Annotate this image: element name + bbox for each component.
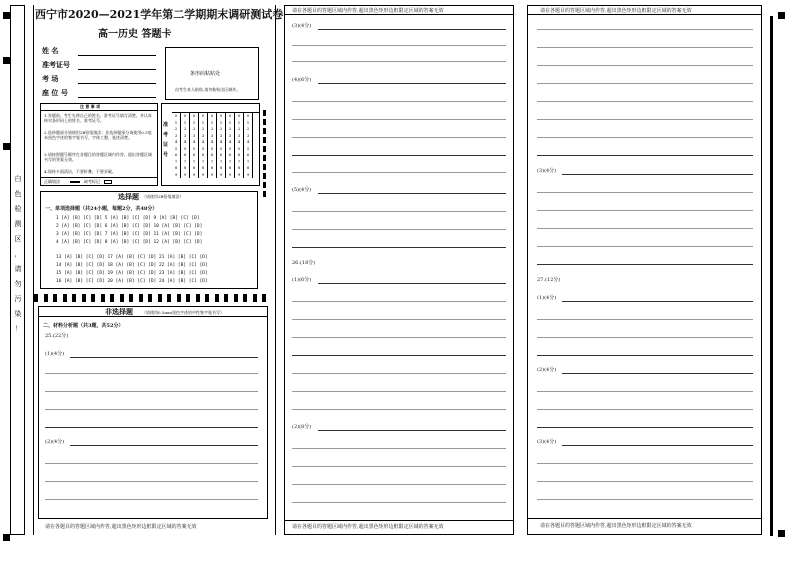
side-text: 白 色 检 测 区 ， 请 勿 污 染 ！ <box>14 175 22 333</box>
registration-mark <box>778 12 785 19</box>
digit-cell[interactable]: 5 <box>208 146 217 153</box>
answer-line[interactable] <box>537 355 753 356</box>
mcq-row[interactable]: 15 [A] [B] [C] [D] 19 [A] [B] [C] [D] 23 [A] [B] [C] [D] <box>56 271 208 276</box>
answer-line[interactable] <box>537 264 753 265</box>
answer-line[interactable] <box>537 65 753 66</box>
digit-cell[interactable]: 5 <box>199 146 208 153</box>
digit-cell[interactable]: 3 <box>181 133 190 140</box>
q26-part1-label: (1)(6分) <box>292 277 312 283</box>
registration-mark <box>778 530 785 537</box>
answer-line[interactable] <box>292 247 506 248</box>
answer-column-2 <box>284 5 514 535</box>
digit-cell[interactable]: 4 <box>181 139 190 146</box>
digit-cell[interactable]: 0 <box>190 113 199 120</box>
digit-cell[interactable]: 2 <box>181 126 190 133</box>
digit-cell[interactable]: 4 <box>217 139 226 146</box>
digit-cell[interactable]: 0 <box>244 113 253 120</box>
answer-line[interactable] <box>45 481 258 482</box>
digit-cell[interactable]: 9 <box>190 172 199 179</box>
q26-part3-label: (3)(4分) <box>537 168 557 174</box>
answer-line[interactable] <box>537 427 753 428</box>
digit-cell[interactable]: 3 <box>235 133 244 140</box>
digit-cell[interactable]: 8 <box>217 165 226 172</box>
barcode-title: 条形码粘贴处 <box>190 71 221 77</box>
notice-item: 1.答题前，考生先将自己的姓名、准考证号填写清楚，并认真核对条形码上的姓名、准考证号。 <box>44 113 152 123</box>
digit-cell[interactable]: 5 <box>172 146 181 153</box>
digit-cell[interactable]: 2 <box>190 126 199 133</box>
grid-marks <box>263 110 266 200</box>
q25-part3-label: (3)(4分) <box>292 23 312 29</box>
barcode-note: 由考生本人粘贴,请勿粘贴出区域外。 <box>175 87 241 92</box>
fill-missing-label: 缺考标记 <box>84 179 100 184</box>
answer-line[interactable] <box>45 463 258 464</box>
registration-mark <box>3 534 10 541</box>
exam-no-label: 准考证号 <box>42 60 70 69</box>
mcq-row[interactable]: 3 [A] [B] [C] [D] 7 [A] [B] [C] [D] 11 [A] [B] [C] [D] <box>56 232 203 237</box>
name-label: 姓 名 <box>42 46 59 55</box>
answer-line[interactable] <box>70 445 258 446</box>
answer-line[interactable] <box>537 337 753 338</box>
digit-cell[interactable]: 4 <box>199 139 208 146</box>
answer-line[interactable] <box>537 210 753 211</box>
digit-cell[interactable]: 2 <box>172 126 181 133</box>
digit-cell[interactable]: 3 <box>217 133 226 140</box>
digit-cell[interactable]: 3 <box>208 133 217 140</box>
digit-cell[interactable]: 9 <box>208 172 217 179</box>
q25-part5-label: (5)(4分) <box>292 187 312 193</box>
answer-line[interactable] <box>537 481 753 482</box>
card-subtitle: 高一历史 答题卡 <box>98 29 172 40</box>
digit-cell[interactable]: 7 <box>217 159 226 166</box>
digit-cell[interactable]: 7 <box>181 159 190 166</box>
answer-line[interactable] <box>562 174 753 175</box>
mcq-row[interactable]: 14 [A] [B] [C] [D] 18 [A] [B] [C] [D] 22 [A] [B] [C] [D] <box>56 263 208 268</box>
registration-mark <box>3 57 10 64</box>
digit-cell[interactable]: 5 <box>190 146 199 153</box>
digit-cell[interactable]: 2 <box>208 126 217 133</box>
answer-line[interactable] <box>537 155 753 156</box>
digit-cell[interactable]: 0 <box>181 113 190 120</box>
digit-cell[interactable]: 0 <box>217 113 226 120</box>
answer-line[interactable] <box>537 192 753 193</box>
answer-line[interactable] <box>292 119 506 120</box>
notice-item: 3.请按照题号顺序在各题目的答题区域内作答，超出答题区域书写的答案无效。 <box>44 152 152 162</box>
answer-line[interactable] <box>537 246 753 247</box>
digit-cell[interactable]: 8 <box>226 165 235 172</box>
digit-cell[interactable]: 2 <box>226 126 235 133</box>
answer-line[interactable] <box>318 430 506 431</box>
digit-cell[interactable]: 1 <box>181 120 190 127</box>
digit-cell[interactable]: 2 <box>244 126 253 133</box>
digit-cell[interactable]: 0 <box>226 113 235 120</box>
answer-line[interactable] <box>318 29 506 30</box>
answer-line[interactable] <box>537 83 753 84</box>
answer-line[interactable] <box>537 29 753 30</box>
q27-part1-label: (1)(4分) <box>537 295 557 301</box>
answer-line[interactable] <box>292 137 506 138</box>
answer-line[interactable] <box>537 228 753 229</box>
digit-cell[interactable]: 7 <box>190 159 199 166</box>
digit-cell[interactable]: 4 <box>172 139 181 146</box>
q27-label: 27.(12分) <box>537 277 561 283</box>
answer-line[interactable] <box>318 193 506 194</box>
digit-cell[interactable]: 4 <box>226 139 235 146</box>
digit-cell[interactable]: 0 <box>172 113 181 120</box>
digit-cell[interactable]: 3 <box>226 133 235 140</box>
answer-line[interactable] <box>318 283 506 284</box>
digit-cell[interactable]: 7 <box>199 159 208 166</box>
digit-cell[interactable]: 6 <box>172 152 181 159</box>
digit-cell[interactable]: 6 <box>199 152 208 159</box>
notice-item: 4.保持卡面清洁，不要折叠、不要弄破。 <box>44 169 116 174</box>
column-border <box>275 5 276 535</box>
divider <box>40 177 158 178</box>
digit-cell[interactable]: 7 <box>244 159 253 166</box>
room-label: 考 场 <box>42 74 59 83</box>
digit-cell[interactable]: 5 <box>226 146 235 153</box>
answer-line[interactable] <box>292 502 506 503</box>
digit-cell[interactable]: 1 <box>226 120 235 127</box>
fill-sample-icon <box>70 181 80 183</box>
answer-line[interactable] <box>292 229 506 230</box>
digit-cell[interactable]: 7 <box>172 159 181 166</box>
answer-line[interactable] <box>45 409 258 410</box>
digit-cell[interactable]: 2 <box>235 126 244 133</box>
answer-line[interactable] <box>45 391 258 392</box>
answer-line[interactable] <box>562 301 753 302</box>
answer-line[interactable] <box>562 373 753 374</box>
name-field[interactable] <box>78 55 156 56</box>
answer-line[interactable] <box>45 373 258 374</box>
seat-label: 座 位 号 <box>42 88 68 97</box>
digit-cell[interactable]: 8 <box>208 165 217 172</box>
digit-cell[interactable]: 4 <box>208 139 217 146</box>
nonchoice-section: 二、材料分析题（共3题，共52分） <box>43 323 124 329</box>
answer-line[interactable] <box>292 355 506 356</box>
digit-cell[interactable]: 9 <box>235 172 244 179</box>
answer-line[interactable] <box>537 319 753 320</box>
digit-cell[interactable]: 9 <box>172 172 181 179</box>
q27-part2-label: (2)(4分) <box>537 367 557 373</box>
choice-section: 一、单项选择题（共24小题，每题2分，共48分） <box>45 206 158 212</box>
mcq-row[interactable]: 13 [A] [B] [C] [D] 17 [A] [B] [C] [D] 21 [A] [B] [C] [D] <box>56 255 208 260</box>
answer-line[interactable] <box>537 409 753 410</box>
digit-cell[interactable]: 9 <box>181 172 190 179</box>
digit-cell[interactable]: 1 <box>217 120 226 127</box>
digit-cell[interactable]: 6 <box>226 152 235 159</box>
digit-cell[interactable]: 9 <box>199 172 208 179</box>
digit-cell[interactable]: 6 <box>217 152 226 159</box>
digit-cell[interactable]: 5 <box>235 146 244 153</box>
answer-line[interactable] <box>292 101 506 102</box>
registration-mark <box>3 143 10 150</box>
notice-title: 注 意 事 项 <box>80 104 101 109</box>
digit-cell[interactable]: 2 <box>199 126 208 133</box>
column-header: 请在各题目的答题区域内作答,超出黑色矩形边框限定区域的答案无效 <box>292 8 444 14</box>
answer-column-3 <box>527 5 762 535</box>
answer-line[interactable] <box>292 484 506 485</box>
mcq-row[interactable]: 4 [A] [B] [C] [D] 8 [A] [B] [C] [D] 12 [A] [B] [C] [D] <box>56 240 203 245</box>
answer-line[interactable] <box>292 466 506 467</box>
answer-line[interactable] <box>45 427 258 428</box>
answer-line[interactable] <box>292 337 506 338</box>
digit-cell[interactable]: 8 <box>244 165 253 172</box>
divider <box>38 316 268 317</box>
digit-cell[interactable]: 9 <box>217 172 226 179</box>
digit-cell[interactable]: 6 <box>208 152 217 159</box>
answer-line[interactable] <box>292 155 506 156</box>
registration-mark <box>3 12 10 19</box>
digit-cell[interactable]: 7 <box>235 159 244 166</box>
digit-cell[interactable]: 7 <box>226 159 235 166</box>
divider <box>284 520 514 521</box>
footer-note: 请在各题目的答题区域内作答,超出黑色矩形边框限定区域的答案无效 <box>540 523 692 529</box>
exam-no-field[interactable] <box>78 69 156 70</box>
digit-cell[interactable]: 8 <box>199 165 208 172</box>
q27-part3-label: (3)(4分) <box>537 439 557 445</box>
mcq-row[interactable]: 16 [A] [B] [C] [D] 20 [A] [B] [C] [D] 24 [A] [B] [C] [D] <box>56 279 208 284</box>
divider <box>40 110 158 111</box>
digit-cell[interactable]: 2 <box>217 126 226 133</box>
divider <box>284 14 514 15</box>
answer-line[interactable] <box>292 319 506 320</box>
answer-line[interactable] <box>318 83 506 84</box>
q25-part1-label: (1)(4分) <box>45 351 65 357</box>
digit-cell[interactable]: 9 <box>244 172 253 179</box>
digit-cell[interactable]: 0 <box>235 113 244 120</box>
column-header: 请在各题目的答题区域内作答,超出黑色矩形边框限定区域的答案无效 <box>540 8 692 14</box>
digit-cell[interactable]: 6 <box>235 152 244 159</box>
digit-cell[interactable]: 3 <box>199 133 208 140</box>
fill-correct-label: 正确填涂 <box>44 179 60 184</box>
answer-line[interactable] <box>562 445 753 446</box>
digit-cell[interactable]: 1 <box>172 120 181 127</box>
digit-cell[interactable]: 0 <box>199 113 208 120</box>
digit-cell[interactable]: 5 <box>181 146 190 153</box>
answer-line[interactable] <box>292 373 506 374</box>
digit-cell[interactable]: 1 <box>199 120 208 127</box>
seat-field[interactable] <box>78 97 156 98</box>
digit-cell[interactable]: 5 <box>217 146 226 153</box>
missing-checkbox[interactable] <box>104 180 112 184</box>
digit-cell[interactable]: 1 <box>235 120 244 127</box>
answer-line[interactable] <box>70 357 258 358</box>
digit-cell[interactable]: 1 <box>208 120 217 127</box>
answer-line[interactable] <box>45 499 258 500</box>
answer-line[interactable] <box>537 391 753 392</box>
answer-line[interactable] <box>292 409 506 410</box>
digit-cell[interactable]: 3 <box>190 133 199 140</box>
digit-cell[interactable]: 3 <box>244 133 253 140</box>
answer-line[interactable] <box>292 301 506 302</box>
right-bar <box>770 16 773 536</box>
answer-line[interactable] <box>292 45 506 46</box>
digit-cell[interactable]: 8 <box>181 165 190 172</box>
timing-strip <box>34 294 266 302</box>
digit-cell[interactable]: 6 <box>181 152 190 159</box>
q25-part4-label: (4)(6分) <box>292 77 312 83</box>
mcq-row[interactable]: 2 [A] [B] [C] [D] 6 [A] [B] [C] [D] 10 [A] [B] [C] [D] <box>56 224 203 229</box>
divider <box>527 518 762 519</box>
choice-title: 选择题 <box>118 192 139 201</box>
answer-line[interactable] <box>292 172 506 173</box>
nonchoice-title: 非选择题 <box>105 307 133 316</box>
digit-cell[interactable]: 3 <box>172 133 181 140</box>
answer-line[interactable] <box>292 211 506 212</box>
answer-line[interactable] <box>537 463 753 464</box>
grid-label: 准考证号 <box>163 122 169 158</box>
q25-part2-label: (2)(4分) <box>45 439 65 445</box>
q26-part2-label: (2)(8分) <box>292 424 312 430</box>
answer-line[interactable] <box>537 101 753 102</box>
digit-cell[interactable]: 8 <box>190 165 199 172</box>
answer-line[interactable] <box>537 47 753 48</box>
digit-cell[interactable]: 1 <box>244 120 253 127</box>
notice-item: 2.选择题部分请使用2B铅笔填涂；非选择题部分请使用0.5毫米黑色字迹的签字笔书写，字体工整、笔迹清楚。 <box>44 130 152 140</box>
digit-cell[interactable]: 5 <box>244 146 253 153</box>
mcq-row[interactable]: 1 [A] [B] [C] [D] 5 [A] [B] [C] [D] 9 [A] [B] [C] [D] <box>56 216 200 221</box>
digit-cell[interactable]: 4 <box>244 139 253 146</box>
q26-label: 26.(18分) <box>292 260 316 266</box>
digit-cell[interactable]: 8 <box>172 165 181 172</box>
digit-cell[interactable]: 4 <box>235 139 244 146</box>
nonchoice-hint: （请使用0.5mm黑色字迹的中性签字笔书写） <box>142 310 224 315</box>
footer-note: 请在各题目的答题区域内作答,超出黑色矩形边框限定区域的答案无效 <box>292 524 444 530</box>
digit-cell[interactable]: 4 <box>190 139 199 146</box>
digit-cell[interactable]: 7 <box>208 159 217 166</box>
footer-note: 请在各题目的答题区域内作答,超出黑色矩形边框限定区域的答案无效 <box>45 524 197 530</box>
digit-grid[interactable] <box>172 113 253 178</box>
room-field[interactable] <box>78 83 156 84</box>
choice-hint: （请使用2B铅笔填涂） <box>142 194 184 199</box>
answer-line[interactable] <box>537 137 753 138</box>
column-border <box>33 5 34 535</box>
answer-line[interactable] <box>292 391 506 392</box>
digit-cell[interactable]: 1 <box>190 120 199 127</box>
digit-cell[interactable]: 8 <box>235 165 244 172</box>
divider <box>527 14 762 15</box>
digit-cell[interactable]: 6 <box>244 152 253 159</box>
nonchoice-box <box>38 306 268 519</box>
exam-title: 西宁市2020—2021学年第二学期期末调研测试卷 <box>35 8 284 21</box>
answer-line[interactable] <box>292 61 506 62</box>
q25-label: 25.(22分) <box>45 333 69 339</box>
digit-cell[interactable]: 6 <box>190 152 199 159</box>
answer-line[interactable] <box>537 119 753 120</box>
answer-line[interactable] <box>292 448 506 449</box>
digit-cell[interactable]: 9 <box>226 172 235 179</box>
digit-cell[interactable]: 0 <box>208 113 217 120</box>
answer-line[interactable] <box>537 499 753 500</box>
